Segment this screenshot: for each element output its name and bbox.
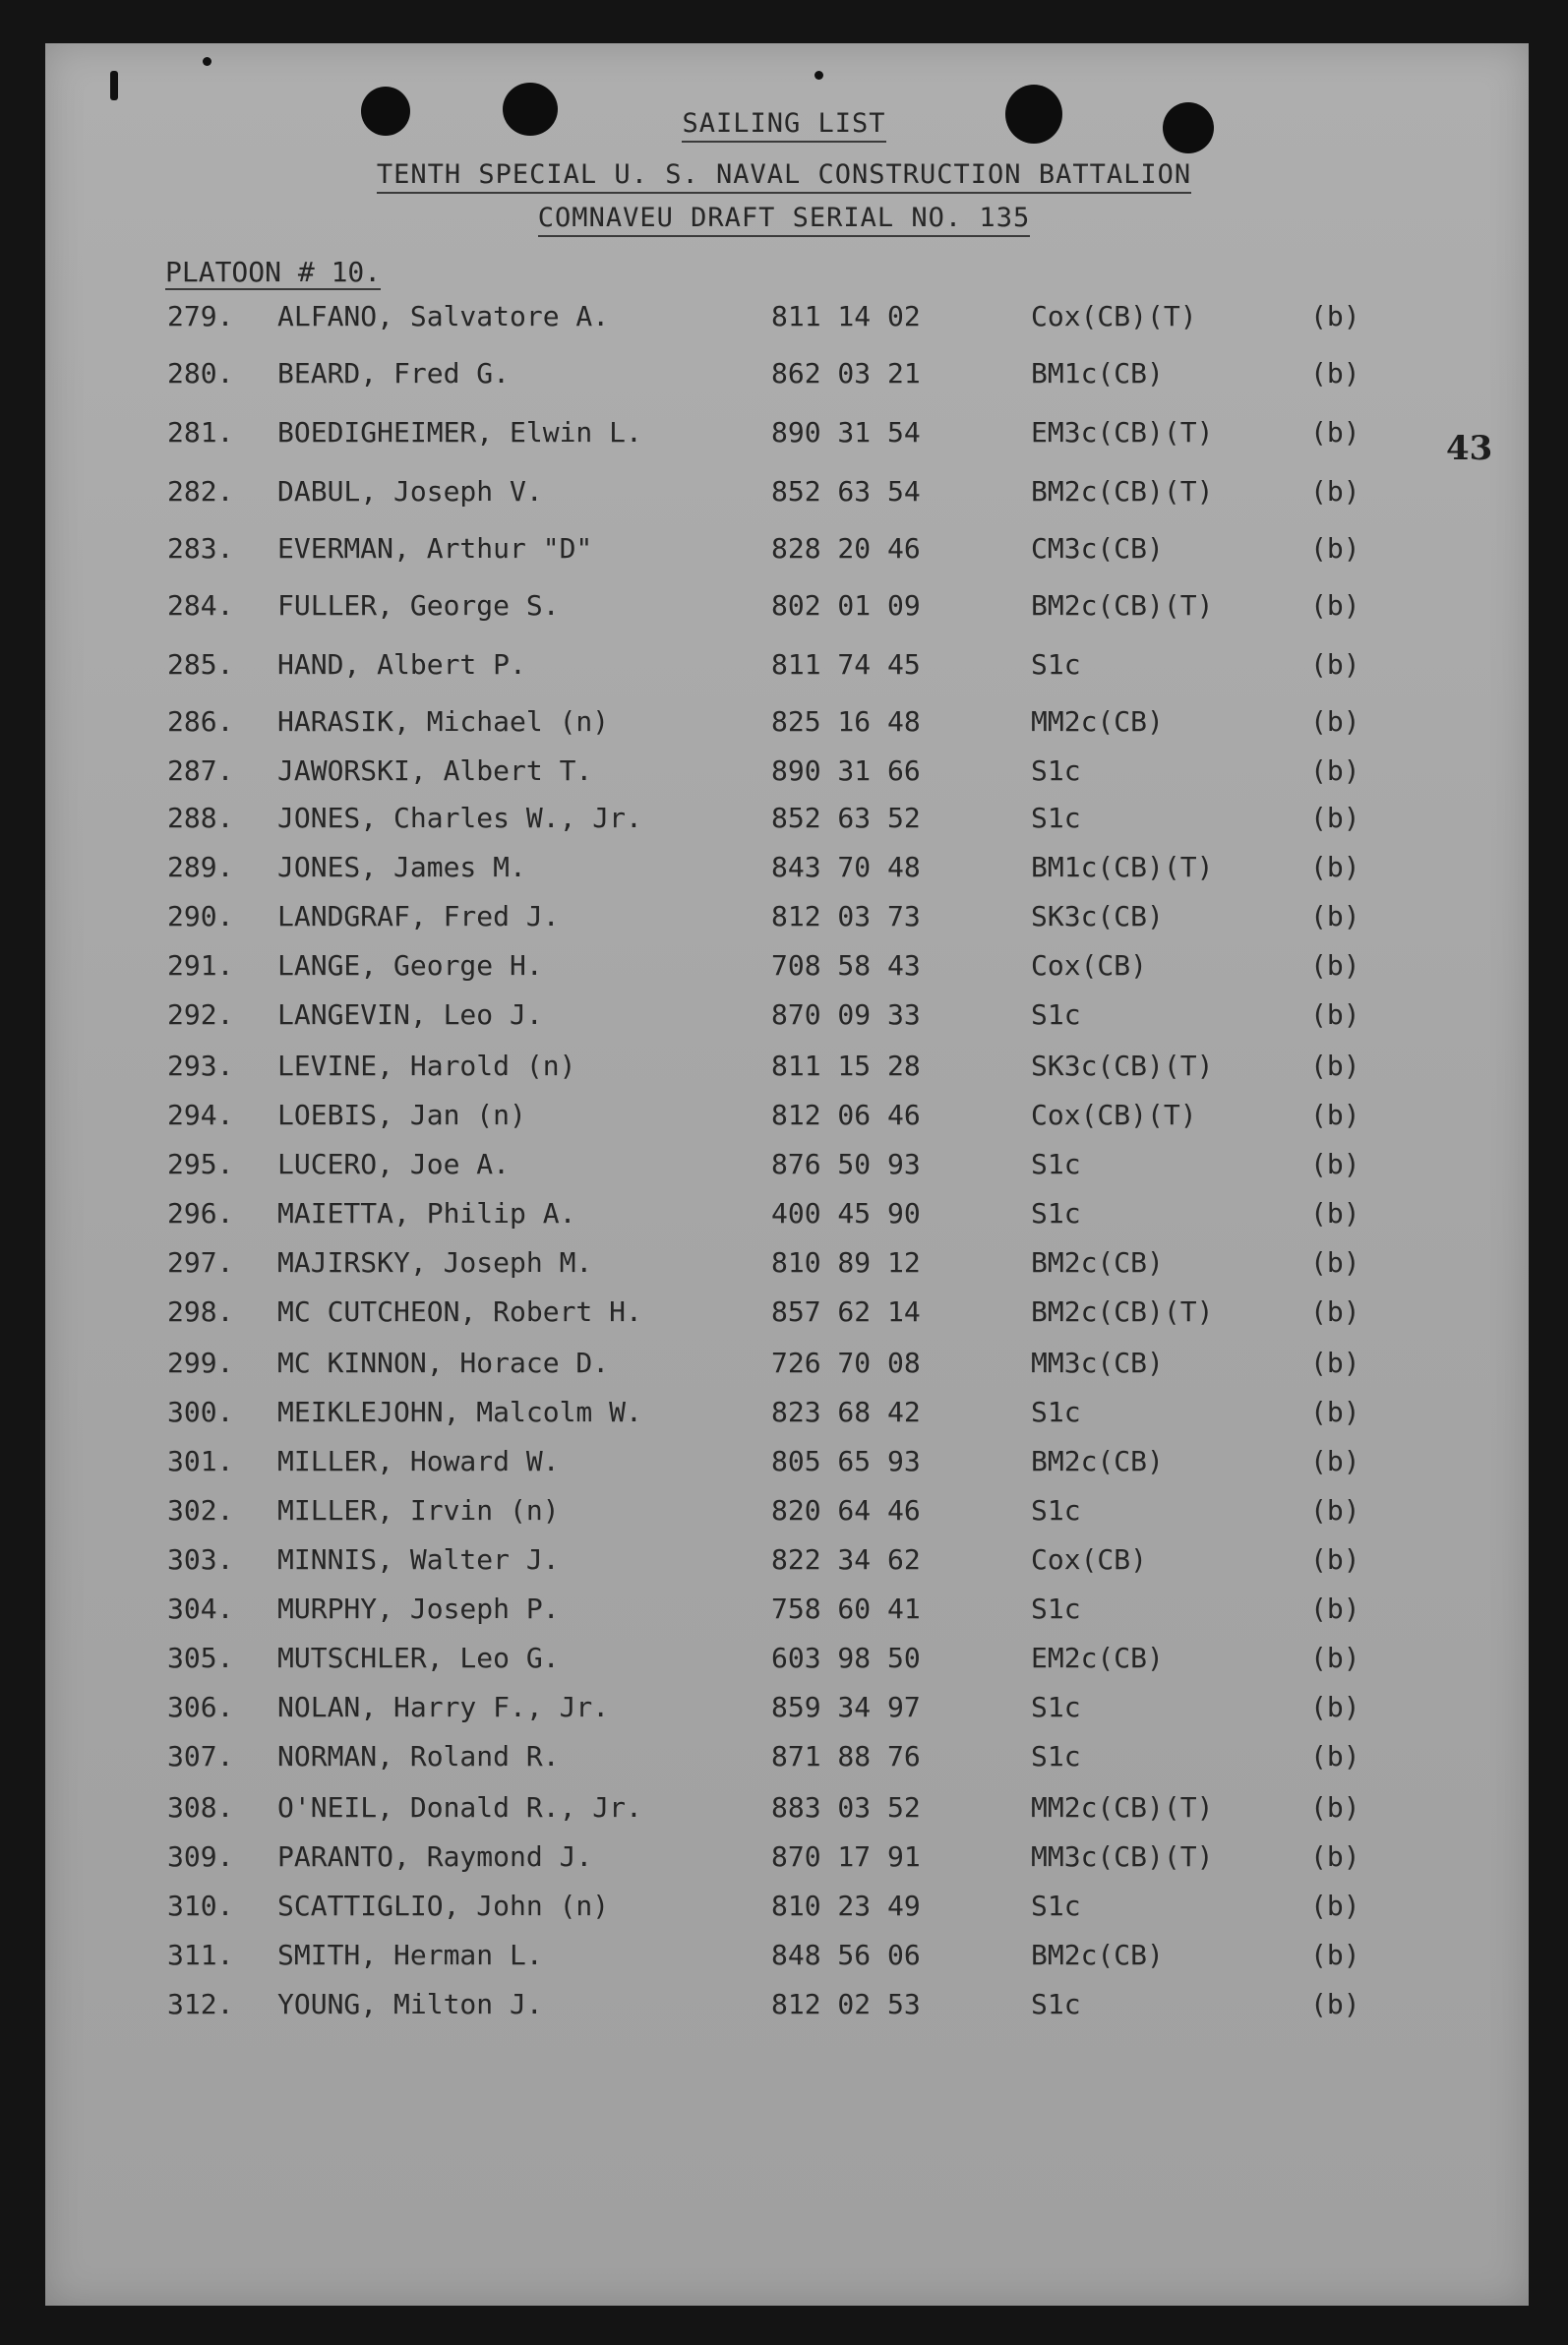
row-number: 311. <box>167 1939 234 1971</box>
service-number: 811 15 28 <box>771 1050 921 1082</box>
rating: Cox(CB) <box>1031 1543 1148 1576</box>
service-number: 810 89 12 <box>771 1246 921 1279</box>
rating: S1c <box>1031 802 1081 834</box>
rating: S1c <box>1031 1396 1081 1428</box>
row-number: 310. <box>167 1890 234 1922</box>
classification: (b) <box>1310 1197 1360 1230</box>
service-number: 852 63 54 <box>771 475 921 508</box>
sailor-name: O'NEIL, Donald R., Jr. <box>277 1791 642 1824</box>
list-row <box>0 1988 1568 2023</box>
rating: S1c <box>1031 1494 1081 1527</box>
list-row <box>0 1445 1568 1480</box>
sailor-name: MURPHY, Joseph P. <box>277 1593 560 1625</box>
service-number: 822 34 62 <box>771 1543 921 1576</box>
sailor-name: MUTSCHLER, Leo G. <box>277 1642 560 1674</box>
sailor-name: DABUL, Joseph V. <box>277 475 543 508</box>
row-number: 282. <box>167 475 234 508</box>
list-row <box>0 300 1568 335</box>
rating: BM2c(CB)(T) <box>1031 1295 1214 1328</box>
service-number: 848 56 06 <box>771 1939 921 1971</box>
classification: (b) <box>1310 589 1360 622</box>
row-number: 301. <box>167 1445 234 1477</box>
row-number: 285. <box>167 648 234 681</box>
row-number: 286. <box>167 705 234 738</box>
service-number: 400 45 90 <box>771 1197 921 1230</box>
service-number: 890 31 66 <box>771 754 921 787</box>
sailor-name: FULLER, George S. <box>277 589 560 622</box>
rating: BM2c(CB)(T) <box>1031 475 1214 508</box>
sailor-name: ALFANO, Salvatore A. <box>277 300 610 332</box>
classification: (b) <box>1310 1445 1360 1477</box>
row-number: 306. <box>167 1691 234 1723</box>
service-number: 883 03 52 <box>771 1791 921 1824</box>
row-number: 309. <box>167 1840 234 1873</box>
sailor-name: JONES, Charles W., Jr. <box>277 802 642 834</box>
classification: (b) <box>1310 1740 1360 1773</box>
row-number: 292. <box>167 998 234 1031</box>
list-row <box>0 1593 1568 1628</box>
service-number: 876 50 93 <box>771 1148 921 1180</box>
sailor-name: HARASIK, Michael (n) <box>277 705 610 738</box>
list-row <box>0 589 1568 625</box>
list-row <box>0 705 1568 741</box>
row-number: 303. <box>167 1543 234 1576</box>
rating: Cox(CB)(T) <box>1031 1099 1197 1131</box>
classification: (b) <box>1310 1295 1360 1328</box>
row-number: 280. <box>167 357 234 390</box>
rating: BM2c(CB) <box>1031 1939 1164 1971</box>
list-row <box>0 357 1568 392</box>
sailor-name: MINNIS, Walter J. <box>277 1543 560 1576</box>
list-row <box>0 998 1568 1034</box>
list-row <box>0 1050 1568 1085</box>
list-row <box>0 1890 1568 1925</box>
rating: S1c <box>1031 754 1081 787</box>
row-number: 284. <box>167 589 234 622</box>
service-number: 812 03 73 <box>771 900 921 932</box>
row-number: 299. <box>167 1347 234 1379</box>
rating: EM2c(CB) <box>1031 1642 1164 1674</box>
sailor-name: LANGEVIN, Leo J. <box>277 998 543 1031</box>
service-number: 857 62 14 <box>771 1295 921 1328</box>
draft-serial-heading: COMNAVEU DRAFT SERIAL NO. 135 <box>0 203 1568 233</box>
row-number: 296. <box>167 1197 234 1230</box>
sailor-name: MILLER, Howard W. <box>277 1445 560 1477</box>
rating: EM3c(CB)(T) <box>1031 416 1214 449</box>
list-row <box>0 851 1568 886</box>
sailor-name: SMITH, Herman L. <box>277 1939 543 1971</box>
list-row <box>0 1740 1568 1775</box>
row-number: 308. <box>167 1791 234 1824</box>
classification: (b) <box>1310 949 1360 982</box>
service-number: 852 63 52 <box>771 802 921 834</box>
service-number: 812 02 53 <box>771 1988 921 2020</box>
unit-heading: TENTH SPECIAL U. S. NAVAL CONSTRUCTION BATTALION <box>0 159 1568 190</box>
classification: (b) <box>1310 1347 1360 1379</box>
list-row <box>0 532 1568 568</box>
rating: CM3c(CB) <box>1031 532 1164 565</box>
sailor-name: NORMAN, Roland R. <box>277 1740 560 1773</box>
row-number: 289. <box>167 851 234 883</box>
row-number: 281. <box>167 416 234 449</box>
rating: BM2c(CB) <box>1031 1246 1164 1279</box>
rating: S1c <box>1031 1988 1081 2020</box>
sailor-name: LEVINE, Harold (n) <box>277 1050 576 1082</box>
sailor-name: HAND, Albert P. <box>277 648 526 681</box>
row-number: 307. <box>167 1740 234 1773</box>
page-number: 43 <box>1446 429 1493 468</box>
row-number: 287. <box>167 754 234 787</box>
sailor-name: YOUNG, Milton J. <box>277 1988 543 2020</box>
list-row <box>0 1543 1568 1579</box>
rating: MM3c(CB)(T) <box>1031 1840 1214 1873</box>
classification: (b) <box>1310 475 1360 508</box>
service-number: 859 34 97 <box>771 1691 921 1723</box>
classification: (b) <box>1310 802 1360 834</box>
classification: (b) <box>1310 851 1360 883</box>
sailor-name: MC KINNON, Horace D. <box>277 1347 610 1379</box>
rating: BM1c(CB) <box>1031 357 1164 390</box>
classification: (b) <box>1310 1988 1360 2020</box>
list-row <box>0 1099 1568 1134</box>
classification: (b) <box>1310 900 1360 932</box>
list-row <box>0 754 1568 790</box>
classification: (b) <box>1310 648 1360 681</box>
service-number: 890 31 54 <box>771 416 921 449</box>
sailor-name: JAWORSKI, Albert T. <box>277 754 593 787</box>
service-number: 810 23 49 <box>771 1890 921 1922</box>
rating: S1c <box>1031 1148 1081 1180</box>
sailor-name: MAJIRSKY, Joseph M. <box>277 1246 593 1279</box>
rating: SK3c(CB) <box>1031 900 1164 932</box>
classification: (b) <box>1310 1148 1360 1180</box>
rating: BM2c(CB) <box>1031 1445 1164 1477</box>
service-number: 758 60 41 <box>771 1593 921 1625</box>
rating: MM3c(CB) <box>1031 1347 1164 1379</box>
classification: (b) <box>1310 754 1360 787</box>
service-number: 870 17 91 <box>771 1840 921 1873</box>
classification: (b) <box>1310 1939 1360 1971</box>
classification: (b) <box>1310 1246 1360 1279</box>
row-number: 283. <box>167 532 234 565</box>
row-number: 295. <box>167 1148 234 1180</box>
rating: S1c <box>1031 1740 1081 1773</box>
document-title: SAILING LIST <box>0 108 1568 139</box>
service-number: 802 01 09 <box>771 589 921 622</box>
classification: (b) <box>1310 357 1360 390</box>
classification: (b) <box>1310 300 1360 332</box>
sailor-name: LANGE, George H. <box>277 949 543 982</box>
list-row <box>0 1295 1568 1331</box>
classification: (b) <box>1310 998 1360 1031</box>
sailor-name: LUCERO, Joe A. <box>277 1148 511 1180</box>
service-number: 805 65 93 <box>771 1445 921 1477</box>
rating: S1c <box>1031 1890 1081 1922</box>
service-number: 726 70 08 <box>771 1347 921 1379</box>
list-row <box>0 1494 1568 1530</box>
service-number: 828 20 46 <box>771 532 921 565</box>
rating: SK3c(CB)(T) <box>1031 1050 1214 1082</box>
classification: (b) <box>1310 1396 1360 1428</box>
row-number: 279. <box>167 300 234 332</box>
classification: (b) <box>1310 1642 1360 1674</box>
row-number: 293. <box>167 1050 234 1082</box>
service-number: 843 70 48 <box>771 851 921 883</box>
rating: S1c <box>1031 1593 1081 1625</box>
sailor-name: SCATTIGLIO, John (n) <box>277 1890 610 1922</box>
list-row <box>0 900 1568 935</box>
service-number: 862 03 21 <box>771 357 921 390</box>
row-number: 297. <box>167 1246 234 1279</box>
classification: (b) <box>1310 1050 1360 1082</box>
classification: (b) <box>1310 1543 1360 1576</box>
service-number: 811 14 02 <box>771 300 921 332</box>
list-row <box>0 416 1568 451</box>
ink-mark <box>814 71 823 80</box>
service-number: 708 58 43 <box>771 949 921 982</box>
list-row <box>0 475 1568 511</box>
classification: (b) <box>1310 1494 1360 1527</box>
service-number: 825 16 48 <box>771 705 921 738</box>
service-number: 870 09 33 <box>771 998 921 1031</box>
list-row <box>0 1347 1568 1382</box>
platoon-heading: PLATOON # 10. <box>165 256 382 288</box>
sailor-name: LOEBIS, Jan (n) <box>277 1099 526 1131</box>
sailor-name: JONES, James M. <box>277 851 526 883</box>
rating: MM2c(CB)(T) <box>1031 1791 1214 1824</box>
sailor-name: MEIKLEJOHN, Malcolm W. <box>277 1396 642 1428</box>
sailor-name: MAIETTA, Philip A. <box>277 1197 576 1230</box>
classification: (b) <box>1310 1791 1360 1824</box>
rating: MM2c(CB) <box>1031 705 1164 738</box>
row-number: 300. <box>167 1396 234 1428</box>
list-row <box>0 1939 1568 1974</box>
row-number: 291. <box>167 949 234 982</box>
classification: (b) <box>1310 532 1360 565</box>
rating: BM1c(CB)(T) <box>1031 851 1214 883</box>
service-number: 811 74 45 <box>771 648 921 681</box>
classification: (b) <box>1310 1840 1360 1873</box>
classification: (b) <box>1310 1691 1360 1723</box>
classification: (b) <box>1310 1593 1360 1625</box>
row-number: 305. <box>167 1642 234 1674</box>
sailor-name: EVERMAN, Arthur "D" <box>277 532 593 565</box>
row-number: 290. <box>167 900 234 932</box>
list-row <box>0 1791 1568 1827</box>
list-row <box>0 648 1568 684</box>
sailor-name: BEARD, Fred G. <box>277 357 511 390</box>
sailor-name: MC CUTCHEON, Robert H. <box>277 1295 642 1328</box>
row-number: 288. <box>167 802 234 834</box>
list-row <box>0 1396 1568 1431</box>
list-row <box>0 1148 1568 1183</box>
list-row <box>0 1197 1568 1233</box>
rating: S1c <box>1031 1197 1081 1230</box>
row-number: 298. <box>167 1295 234 1328</box>
rating: BM2c(CB)(T) <box>1031 589 1214 622</box>
row-number: 304. <box>167 1593 234 1625</box>
classification: (b) <box>1310 1890 1360 1922</box>
service-number: 871 88 76 <box>771 1740 921 1773</box>
ink-mark <box>110 71 118 100</box>
sailor-name: LANDGRAF, Fred J. <box>277 900 560 932</box>
list-row <box>0 1246 1568 1282</box>
service-number: 603 98 50 <box>771 1642 921 1674</box>
list-row <box>0 1840 1568 1876</box>
list-row <box>0 949 1568 985</box>
list-row <box>0 802 1568 837</box>
classification: (b) <box>1310 1099 1360 1131</box>
list-row <box>0 1691 1568 1726</box>
service-number: 812 06 46 <box>771 1099 921 1131</box>
ink-mark <box>203 57 211 66</box>
classification: (b) <box>1310 705 1360 738</box>
classification: (b) <box>1310 416 1360 449</box>
rating: Cox(CB) <box>1031 949 1148 982</box>
row-number: 312. <box>167 1988 234 2020</box>
service-number: 820 64 46 <box>771 1494 921 1527</box>
service-number: 823 68 42 <box>771 1396 921 1428</box>
rating: S1c <box>1031 648 1081 681</box>
rating: S1c <box>1031 1691 1081 1723</box>
row-number: 294. <box>167 1099 234 1131</box>
sailor-name: NOLAN, Harry F., Jr. <box>277 1691 610 1723</box>
rating: Cox(CB)(T) <box>1031 300 1197 332</box>
row-number: 302. <box>167 1494 234 1527</box>
sailor-name: BOEDIGHEIMER, Elwin L. <box>277 416 642 449</box>
list-row <box>0 1642 1568 1677</box>
sailor-name: MILLER, Irvin (n) <box>277 1494 560 1527</box>
rating: S1c <box>1031 998 1081 1031</box>
sailor-name: PARANTO, Raymond J. <box>277 1840 593 1873</box>
